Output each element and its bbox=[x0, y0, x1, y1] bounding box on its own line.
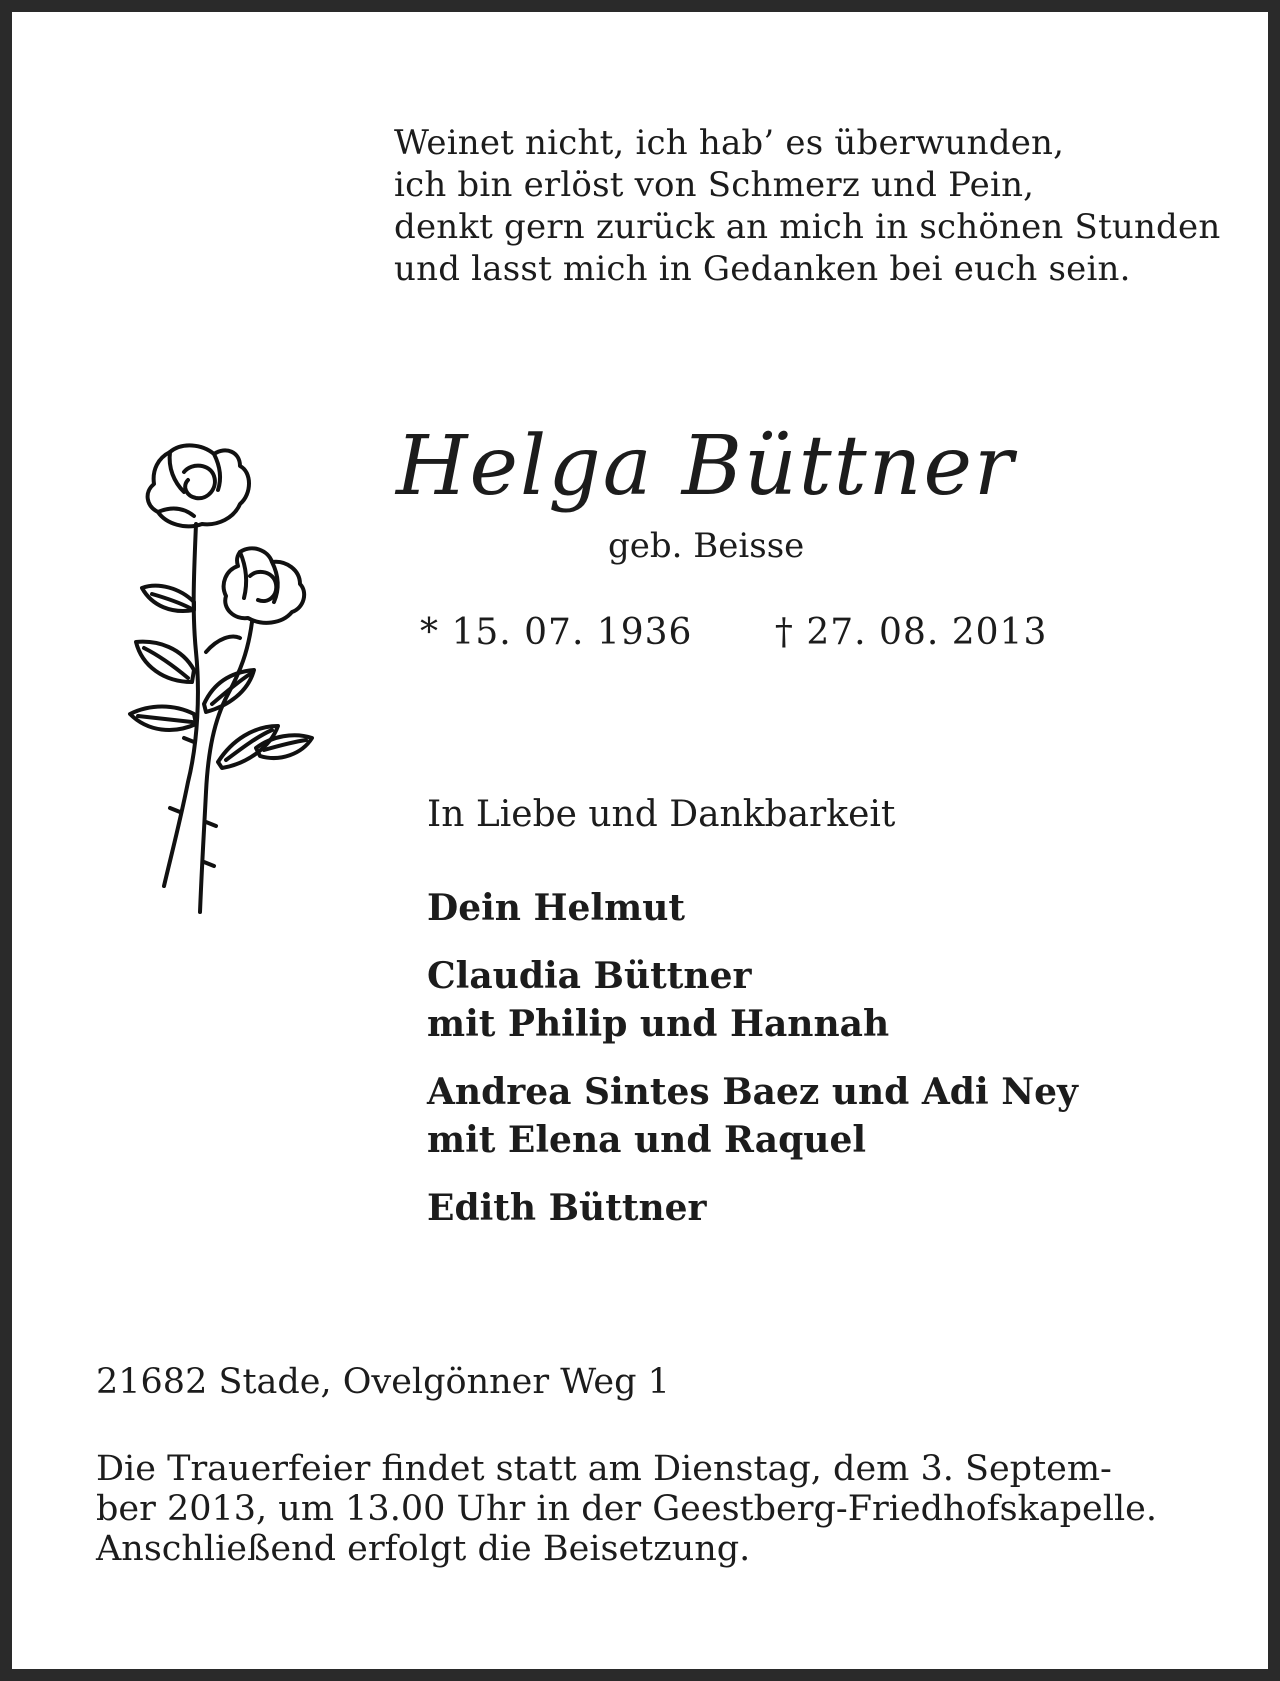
mourner-line: Edith Büttner bbox=[427, 1187, 707, 1229]
poem-line: und lasst mich in Gedanken bei euch sein. bbox=[394, 249, 1131, 289]
death-date: † 27. 08. 2013 bbox=[774, 612, 1048, 653]
birth-date: * 15. 07. 1936 bbox=[420, 612, 693, 653]
mourner-line: Claudia Büttner bbox=[427, 955, 752, 997]
poem-line: denkt gern zurück an mich in schönen Stunden bbox=[394, 207, 1221, 247]
mourner-line: Dein Helmut bbox=[427, 887, 685, 929]
mourner-group bbox=[427, 884, 1078, 932]
address: 21682 Stade, Ovelgönner Weg 1 bbox=[96, 1362, 670, 1402]
mourner-group bbox=[427, 952, 1078, 1048]
ceremony-info bbox=[96, 1449, 1157, 1569]
mourner-line: mit Elena und Raquel bbox=[427, 1119, 867, 1161]
ceremony-line: Die Trauerfeier findet statt am Dienstag, dem 3. Septem- bbox=[96, 1449, 1112, 1489]
life-dates bbox=[420, 612, 1047, 653]
maiden-name: geb. Beisse bbox=[608, 526, 805, 566]
poem-line: ich bin erlöst von Schmerz und Pein, bbox=[394, 165, 1035, 205]
deceased-name: Helga Büttner bbox=[396, 419, 1016, 514]
mourners-list bbox=[427, 884, 1078, 1252]
rose-illustration-icon bbox=[122, 442, 332, 922]
poem bbox=[394, 122, 1220, 290]
mourners-intro: In Liebe und Dankbarkeit bbox=[427, 794, 896, 835]
ceremony-line: ber 2013, um 13.00 Uhr in der Geestberg-Friedhofskapelle. bbox=[96, 1489, 1157, 1529]
mourner-group bbox=[427, 1184, 1078, 1232]
mourner-line: mit Philip und Hannah bbox=[427, 1003, 890, 1045]
poem-line: Weinet nicht, ich hab’ es überwunden, bbox=[394, 123, 1065, 163]
ceremony-line: Anschließend erfolgt die Beisetzung. bbox=[96, 1529, 751, 1569]
mourner-group bbox=[427, 1068, 1078, 1164]
mourner-line: Andrea Sintes Baez und Adi Ney bbox=[427, 1071, 1078, 1113]
